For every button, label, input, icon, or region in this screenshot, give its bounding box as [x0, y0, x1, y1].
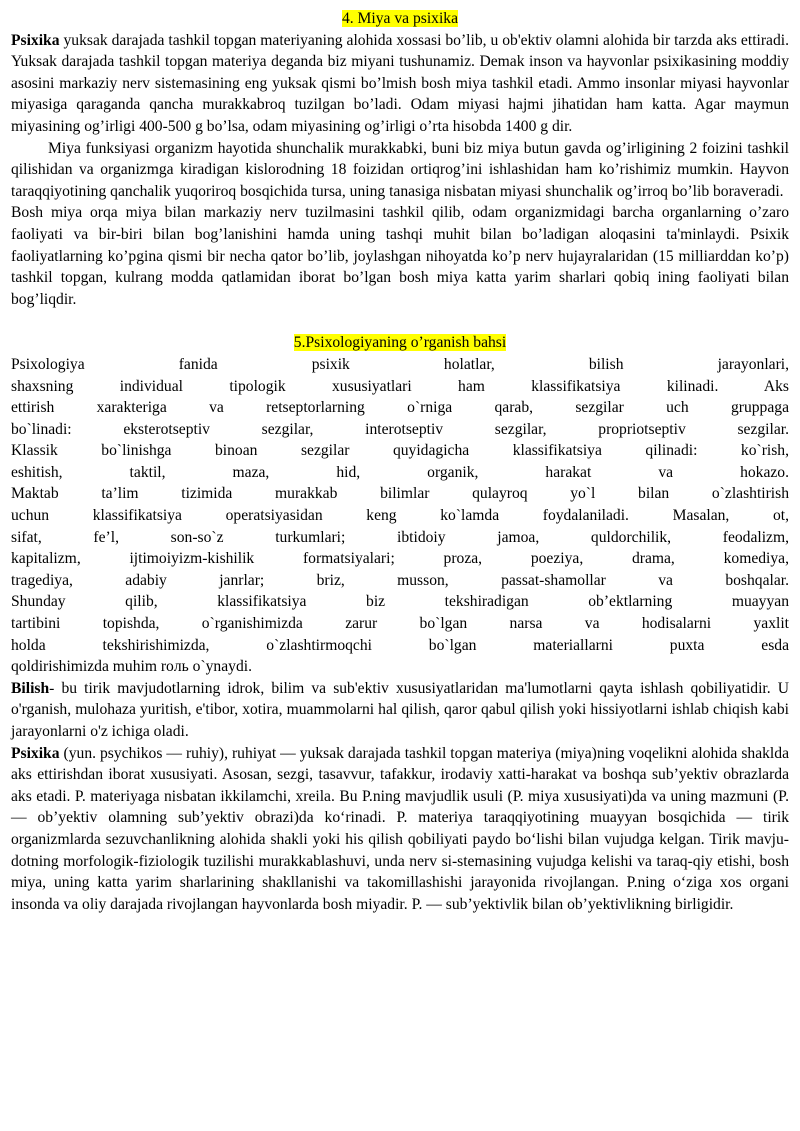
- text-line: sifat, fe’l, son-so`z turkumlari; ibtidoiy jamoa, quldorchilik, feodalizm,: [11, 528, 789, 546]
- term-psixika: Psixika: [11, 744, 60, 762]
- text-line: uchun klassifikatsiya operatsiyasidan keng ko`lamda foydalaniladi. Masalan, ot,: [11, 507, 789, 525]
- section-title-miya-va-psixika: [11, 8, 789, 30]
- section-title-psixologiya-bahsi: [11, 332, 789, 354]
- text-line: eshitish, taktil, maza, hid, organik, harakat va hokazo.: [11, 463, 789, 481]
- term-bilish: Bilish: [11, 679, 50, 697]
- paragraph-bilish: [11, 678, 789, 743]
- text-line: tragediya, adabiy janrlar; briz, musson, passat-shamollar va boshqalar.: [11, 571, 789, 589]
- paragraph-psixika-definition: [11, 743, 789, 916]
- paragraph-bosh-miya: Bosh miya orqa miya bilan markaziy nerv tuzilmasini tashkil qilib, odam organizmidagi barcha organlarning o’zaro faoliyati va bir-biri bilan bog’lanishini hamda uning tashqi muhit bilan bo’ladigan aloqasini ta'minlaydi. Psixik faoliyatlarning ko’pgina qismi bir necha qator bo’lib, joylashgan nihoyatda ko’p nerv hujayralaridan (15 milliarddan ko’p) tashkil topgan, kulrang modda qatlamidan iborat bo’lgan bosh miya katta yarim sharlari qobiq ining faoliyati bilan bog’liqdir.: [11, 204, 789, 308]
- highlighted-title: 4. Miya va psixika: [341, 10, 459, 27]
- classification-block: [11, 354, 789, 678]
- paragraph-psixika-intro: [11, 30, 789, 138]
- text-line: holda tekshirishimizda, o`zlashtirmoqchi bo`lgan materiallarni puxta esda: [11, 636, 789, 654]
- text-line: tartibini topishda, o`rganishimizda zarur bo`lgan narsa va hodisalarni yaxlit: [11, 615, 789, 633]
- text-line: ettirish xarakteriga va retseptorlarning o`rniga qarab, sezgilar uch gruppaga: [11, 399, 789, 417]
- highlighted-title: 5.Psixologiyaning o’rganish bahsi: [293, 334, 507, 352]
- paragraph-miya-funksiyasi: Miya funksiyasi organizm hayotida shunchalik murakkabki, buni biz miya butun gavda og’irligining 2 foizini tashkil qilishidan va organizmga kiradigan kislorodning 18 foizidan ortiqrog’ini ishlashidan ham ko’rishimiz mumkin. Hayvon taraqqiyotining qanchalik yuqoriroq bosqichida tursa, uning tanasiga nisbatan miyasi shunchalik og’irroq bo’lib boraveradi.: [11, 139, 789, 200]
- text-line: shaxsning individual tipologik xususiyatlari ham klassifikatsiya kilinadi. Aks: [11, 377, 789, 395]
- paragraph-text: - bu tirik mavjudotlarning idrok, bilim va sub'ektiv xususiyatlaridan ma'lumotlarni qayta ishlash qobiliyatidir. U o'rganish, mulohaza yuritish, e'tibor, xotira, muammolarni hal qilish, qaror qabul qilish yoki hissiyotlarni ishlab chiqish kabi jarayonlarni o'z ichiga oladi.: [11, 679, 789, 740]
- paragraph-text: (yun. psychikos — ruhiy), ruhiyat — yuksak darajada tashkil topgan materiya (miya)ning voqelikni alohida shaklda aks ettirishdan iborat xususiyati. Asosan, sezgi, tasavvur, tafakkur, irodaviy xatti-harakat va boshqa sub’yektiv obrazlarda aks etadi. P. materiyaga nisbatan ikkilamchi, xreila. Bu P.ning mavjudlik usuli (P. miya xususiyati)da va uning mazmuni (P. — ob’yektiv olamning sub’yektiv obrazi)da ko‘rinadi. P. materiya taraqqiyotining muayyan bosqichida — tirik organizmlarda sezuvchanlikning alohida shakli yoki his qilish qobiliyati paydo bo‘lishi bilan vujudga kelgan. Tirik mavju-dotning morfologik-fiziologik tuzilishi murakkablashuvi, unda nerv si-stemasining vujudga kelishi va taraq-qiy etishi, bosh miya, uning katta yarim sharlarining shakllanishi va takomillashishi jarayonida rivojlangan. P.ning o‘ziga xos organi insonda va oliy darajada rivojlangan hayvonlarda bosh miyadir. P. — sub’yektivlik bilan ob’yektivlikning birligidir.: [11, 744, 789, 913]
- text-line: Klassik bo`linishga binoan sezgilar quyidagicha klassifikatsiya qilinadi: ko`rish,: [11, 442, 789, 460]
- text-line: kapitalizm, ijtimoiyizm-kishilik formatsiyalari; proza, poeziya, drama, komediya,: [11, 550, 789, 568]
- text-line: Shunday qilib, klassifikatsiya biz tekshiradigan ob’ektlarning muayyan: [11, 593, 789, 611]
- text-line: Psixologiya fanida psixik holatlar, bilish jarayonlari,: [11, 355, 789, 373]
- term-psixika: Psixika: [11, 31, 60, 49]
- paragraph-text: yuksak darajada tashkil topgan materiyaning alohida xossasi bo’lib, u ob'ektiv olamni alohida bir tarzda aks ettiradi. Yuksak darajada tashkil topgan materiya deganda biz miyani tushunamiz. Demak inson va hayvonlar psixikasining moddiy asosini markaziy nerv sistemasining eng yuksak qismi bo’lmish bosh miya tashkil etadi. Ammo insonlar miyasi hayvonlar miyasiga qaraganda qancha murakkabroq tuzilgan bo’ladi. Odam miyasi hajmi jihatidan ham katta. Agar maymun miyasining og’irligi 400-500 g bo’lsa, odam miyasining og’irligi o’rta hisobda 1400 g dir.: [11, 31, 789, 135]
- text-line: bo`linadi: eksterotseptiv sezgilar, interotseptiv sezgilar, propriotseptiv sezgilar.: [11, 420, 789, 438]
- text-line: Maktab ta’lim tizimida murakkab bilimlar qulayroq yo`l bilan o`zlashtirish: [11, 485, 789, 503]
- text-line-last: qoldirishimizda muhim roль o`ynaydi.: [11, 658, 252, 676]
